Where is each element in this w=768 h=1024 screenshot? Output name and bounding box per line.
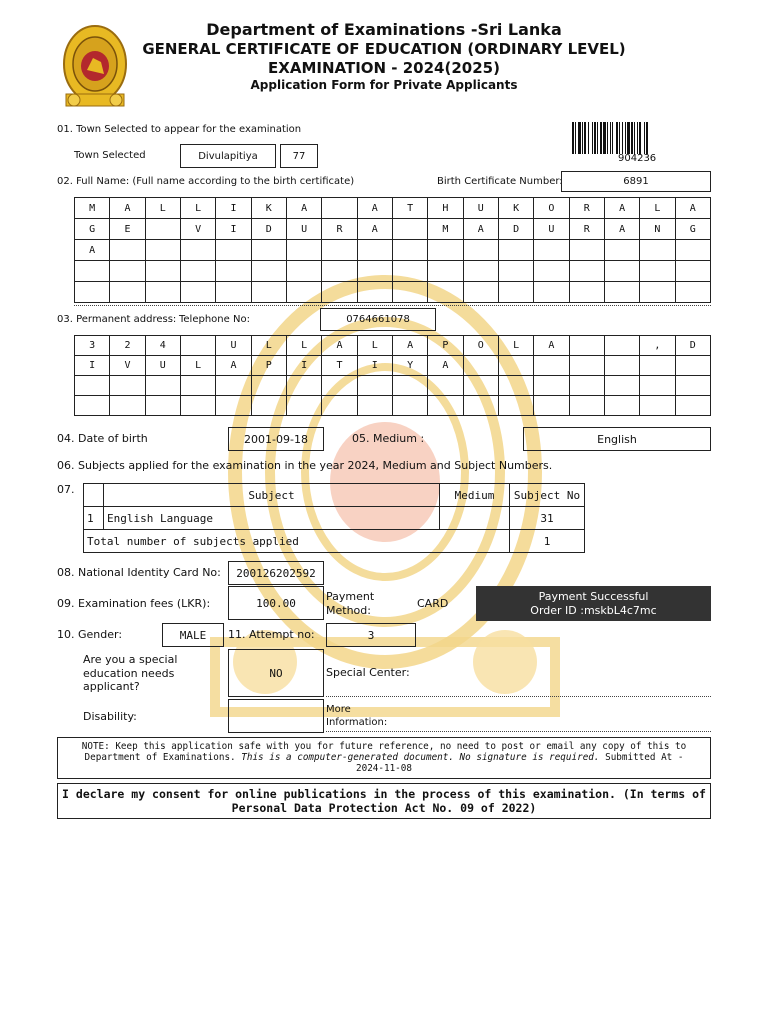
grid-cell: L <box>498 336 533 356</box>
grid-cell: , <box>640 336 675 356</box>
barcode-bar <box>616 122 618 154</box>
grid-cell <box>498 356 533 376</box>
grid-cell <box>110 282 145 303</box>
payment-method-value: CARD <box>417 597 449 610</box>
total-label: Total number of subjects applied <box>84 530 510 553</box>
grid-cell: D <box>498 219 533 240</box>
grid-cell <box>604 396 639 416</box>
grid-cell <box>180 261 215 282</box>
special-needs-field: NO <box>228 649 324 697</box>
barcode <box>572 122 700 154</box>
grid-cell <box>75 396 110 416</box>
fullname-grid <box>74 197 711 303</box>
grid-cell: P <box>428 336 463 356</box>
grid-cell <box>534 376 569 396</box>
divider <box>74 305 711 306</box>
grid-cell <box>357 376 392 396</box>
grid-row <box>75 356 711 376</box>
barcode-bar <box>639 122 641 154</box>
grid-cell: T <box>392 198 427 219</box>
grid-cell: L <box>251 336 286 356</box>
grid-cell <box>286 261 321 282</box>
grid-cell <box>498 240 533 261</box>
medium-field: English <box>523 427 711 451</box>
consent-line-2: Personal Data Protection Act No. 09 of 2022) <box>231 801 537 815</box>
subject-name: English Language <box>104 507 440 530</box>
special-needs-question-1: Are you a special <box>83 653 178 666</box>
grid-cell <box>392 396 427 416</box>
grid-cell: O <box>463 336 498 356</box>
subjects-instruction: 06. Subjects applied for the examination in the year 2024, Medium and Subject Numbers. <box>57 459 553 472</box>
grid-cell: M <box>75 198 110 219</box>
grid-cell <box>675 261 710 282</box>
grid-cell: K <box>251 198 286 219</box>
subjects-header-row <box>84 484 585 507</box>
grid-cell <box>392 219 427 240</box>
barcode-bar <box>607 122 608 154</box>
grid-cell <box>322 261 357 282</box>
grid-cell: A <box>428 356 463 376</box>
birth-cert-field: 6891 <box>561 171 711 192</box>
grid-cell <box>463 282 498 303</box>
grid-cell: A <box>357 219 392 240</box>
grid-cell <box>604 336 639 356</box>
special-needs-question-3: applicant? <box>83 680 140 693</box>
barcode-bar <box>622 122 623 154</box>
total-value: 1 <box>510 530 585 553</box>
order-id-text: Order ID :mskbL4c7mc <box>530 604 657 617</box>
grid-cell <box>675 282 710 303</box>
grid-cell: G <box>75 219 110 240</box>
grid-cell: A <box>392 336 427 356</box>
grid-cell <box>604 376 639 396</box>
special-center-label: Special Center: <box>326 666 410 679</box>
grid-cell: 4 <box>145 336 180 356</box>
phone-label: Telephone No: <box>179 314 250 325</box>
grid-cell <box>604 282 639 303</box>
barcode-bar <box>619 122 620 154</box>
gender-field: MALE <box>162 623 224 647</box>
grid-cell <box>534 282 569 303</box>
grid-cell <box>180 376 215 396</box>
barcode-bar <box>646 122 648 154</box>
grid-cell: E <box>110 219 145 240</box>
barcode-bar <box>625 122 626 154</box>
town-selected-label: Town Selected <box>74 150 146 161</box>
grid-cell <box>75 261 110 282</box>
number-column-header: Subject No <box>510 484 585 507</box>
grid-cell: I <box>75 356 110 376</box>
grid-cell <box>180 336 215 356</box>
grid-cell: U <box>216 336 251 356</box>
grid-cell <box>640 396 675 416</box>
barcode-bar <box>603 122 606 154</box>
grid-cell <box>286 396 321 416</box>
grid-cell <box>569 240 604 261</box>
grid-cell: U <box>145 356 180 376</box>
grid-cell: A <box>286 198 321 219</box>
grid-cell <box>675 356 710 376</box>
grid-cell <box>428 240 463 261</box>
grid-cell <box>640 356 675 376</box>
grid-cell: A <box>534 336 569 356</box>
grid-cell: L <box>145 198 180 219</box>
nic-field: 200126202592 <box>228 561 324 585</box>
grid-cell: L <box>640 198 675 219</box>
medium-column-header: Medium <box>440 484 510 507</box>
grid-cell: 3 <box>75 336 110 356</box>
grid-cell: N <box>640 219 675 240</box>
grid-cell: A <box>604 198 639 219</box>
grid-cell: I <box>216 219 251 240</box>
address-label: 03. Permanent address: <box>57 314 177 325</box>
header-subtitle: GENERAL CERTIFICATE OF EDUCATION (ORDINARY LEVEL) <box>142 40 626 58</box>
grid-cell <box>251 396 286 416</box>
grid-cell <box>322 282 357 303</box>
grid-cell <box>428 261 463 282</box>
grid-cell <box>286 240 321 261</box>
grid-cell: R <box>569 219 604 240</box>
grid-cell <box>216 240 251 261</box>
special-needs-question-2: education needs <box>83 667 175 680</box>
consent-box <box>57 783 711 819</box>
grid-cell: V <box>110 356 145 376</box>
grid-cell: U <box>286 219 321 240</box>
payment-method-label-1: Payment <box>326 590 375 603</box>
town-section-label: 01. Town Selected to appear for the examination <box>57 124 302 135</box>
subject-index: 1 <box>84 507 104 530</box>
grid-cell: A <box>75 240 110 261</box>
disability-field <box>228 699 324 733</box>
grid-cell <box>498 261 533 282</box>
grid-row <box>75 219 711 240</box>
barcode-bar <box>610 122 611 154</box>
grid-cell <box>322 198 357 219</box>
grid-cell <box>640 282 675 303</box>
grid-cell <box>251 261 286 282</box>
grid-cell: T <box>322 356 357 376</box>
grid-cell: U <box>463 198 498 219</box>
grid-cell <box>145 261 180 282</box>
grid-cell <box>145 376 180 396</box>
grid-cell <box>534 396 569 416</box>
grid-cell <box>357 240 392 261</box>
barcode-bar <box>578 122 581 154</box>
grid-cell: 2 <box>110 336 145 356</box>
payment-status-badge <box>476 586 711 621</box>
grid-cell <box>110 376 145 396</box>
subject-number: 31 <box>510 507 585 530</box>
grid-cell <box>286 376 321 396</box>
grid-cell <box>640 240 675 261</box>
barcode-bar <box>582 122 583 154</box>
grid-cell <box>392 261 427 282</box>
grid-cell <box>180 282 215 303</box>
barcode-bar <box>592 122 593 154</box>
grid-cell <box>569 282 604 303</box>
grid-cell <box>180 396 215 416</box>
grid-cell <box>463 240 498 261</box>
dob-field: 2001-09-18 <box>228 427 324 451</box>
barcode-bar <box>594 122 596 154</box>
nic-label: 08. National Identity Card No: <box>57 566 221 579</box>
barcode-bar <box>627 122 630 154</box>
barcode-number: 904236 <box>618 153 657 164</box>
barcode-bar <box>600 122 602 154</box>
grid-cell <box>251 376 286 396</box>
table-row <box>84 507 585 530</box>
grid-cell: K <box>498 198 533 219</box>
grid-cell <box>463 396 498 416</box>
grid-cell: A <box>216 356 251 376</box>
note-line-1: NOTE: Keep this application safe with you for future reference, no need to post or email any copy of this to <box>81 741 687 752</box>
fees-field: 100.00 <box>228 586 324 620</box>
note-submitted-label: Submitted At - <box>599 752 684 763</box>
medium-label: 05. Medium : <box>352 432 425 445</box>
town-code-field: 77 <box>280 144 318 168</box>
disability-label: Disability: <box>83 710 137 723</box>
phone-field: 0764661078 <box>320 308 436 331</box>
grid-cell <box>110 396 145 416</box>
grid-cell: I <box>357 356 392 376</box>
note-line-2 <box>58 752 710 763</box>
grid-cell <box>569 396 604 416</box>
grid-cell <box>180 240 215 261</box>
barcode-bar <box>644 122 645 154</box>
header-form-name: Application Form for Private Applicants <box>250 78 518 92</box>
attempt-label: 11. Attempt no: <box>228 628 315 641</box>
grid-cell <box>534 240 569 261</box>
note-submitted-date: 2024-11-08 <box>356 763 412 774</box>
grid-cell <box>675 396 710 416</box>
barcode-bar <box>612 122 613 154</box>
fees-label: 09. Examination fees (LKR): <box>57 597 211 610</box>
grid-cell: D <box>675 336 710 356</box>
grid-cell: R <box>569 198 604 219</box>
header-title: Department of Examinations -Sri Lanka <box>206 20 562 39</box>
grid-cell: V <box>180 219 215 240</box>
grid-row <box>75 396 711 416</box>
grid-cell <box>110 240 145 261</box>
grid-cell: A <box>357 198 392 219</box>
grid-cell <box>428 396 463 416</box>
subjects-section-number: 07. <box>57 483 75 496</box>
address-grid <box>74 335 711 416</box>
grid-cell <box>569 261 604 282</box>
grid-cell <box>569 336 604 356</box>
grid-cell: L <box>180 198 215 219</box>
grid-cell: A <box>675 198 710 219</box>
grid-cell <box>322 240 357 261</box>
grid-row <box>75 240 711 261</box>
barcode-bar <box>634 122 635 154</box>
more-info-label-2: Information: <box>326 717 388 728</box>
grid-cell <box>604 356 639 376</box>
grid-cell <box>534 261 569 282</box>
subject-medium <box>440 507 510 530</box>
birth-cert-label: Birth Certificate Number: <box>437 176 563 187</box>
grid-cell <box>392 376 427 396</box>
grid-cell: R <box>322 219 357 240</box>
grid-cell: I <box>216 198 251 219</box>
grid-cell <box>216 376 251 396</box>
grid-cell: Y <box>392 356 427 376</box>
grid-row <box>75 282 711 303</box>
grid-cell <box>428 282 463 303</box>
grid-cell: L <box>180 356 215 376</box>
grid-cell <box>322 376 357 396</box>
subject-column-header: Subject <box>104 484 440 507</box>
grid-cell: I <box>286 356 321 376</box>
grid-cell <box>534 356 569 376</box>
grid-cell: D <box>251 219 286 240</box>
barcode-bar <box>631 122 633 154</box>
grid-cell <box>145 240 180 261</box>
grid-cell: H <box>428 198 463 219</box>
grid-cell <box>145 219 180 240</box>
grid-cell <box>357 282 392 303</box>
barcode-bar <box>597 122 598 154</box>
grid-cell <box>569 356 604 376</box>
grid-cell: P <box>251 356 286 376</box>
grid-cell <box>604 261 639 282</box>
header-exam: EXAMINATION - 2024(2025) <box>268 59 500 77</box>
note-box <box>57 737 711 779</box>
grid-cell <box>216 396 251 416</box>
grid-cell <box>498 396 533 416</box>
barcode-bar <box>584 122 586 154</box>
special-center-line <box>326 696 711 697</box>
grid-cell: A <box>322 336 357 356</box>
grid-cell: L <box>286 336 321 356</box>
grid-cell <box>640 261 675 282</box>
grid-row <box>75 261 711 282</box>
grid-cell <box>498 376 533 396</box>
more-info-label-1: More <box>326 704 351 715</box>
grid-cell: G <box>675 219 710 240</box>
grid-cell <box>75 282 110 303</box>
grid-cell <box>675 240 710 261</box>
grid-cell: U <box>534 219 569 240</box>
grid-cell: A <box>604 219 639 240</box>
grid-cell <box>463 376 498 396</box>
grid-cell <box>392 240 427 261</box>
grid-cell <box>251 240 286 261</box>
grid-cell <box>463 261 498 282</box>
grid-cell: A <box>110 198 145 219</box>
grid-cell <box>569 376 604 396</box>
grid-cell <box>498 282 533 303</box>
grid-cell <box>357 261 392 282</box>
note-text: Department of Examinations. <box>84 752 242 763</box>
payment-status-text: Payment Successful <box>538 590 649 603</box>
barcode-bar <box>637 122 638 154</box>
grid-cell <box>216 282 251 303</box>
grid-cell <box>640 376 675 396</box>
note-italic-text: This is a computer-generated document. No signature is required. <box>241 752 600 763</box>
more-info-line <box>326 731 711 732</box>
grid-cell <box>428 376 463 396</box>
dob-label: 04. Date of birth <box>57 432 148 445</box>
fullname-label: 02. Full Name: (Full name according to the birth certificate) <box>57 176 355 187</box>
grid-row <box>75 376 711 396</box>
payment-method-label-2: Method: <box>326 604 371 617</box>
grid-cell <box>463 356 498 376</box>
attempt-field: 3 <box>326 623 416 647</box>
grid-cell <box>357 396 392 416</box>
grid-cell <box>110 261 145 282</box>
grid-cell <box>392 282 427 303</box>
grid-cell <box>216 261 251 282</box>
grid-cell: L <box>357 336 392 356</box>
grid-cell <box>145 282 180 303</box>
subjects-table <box>83 483 585 553</box>
grid-cell <box>145 396 180 416</box>
total-row <box>84 530 585 553</box>
grid-row <box>75 336 711 356</box>
grid-cell: O <box>534 198 569 219</box>
grid-row <box>75 198 711 219</box>
grid-cell <box>286 282 321 303</box>
barcode-bar <box>575 122 576 154</box>
town-name-field: Divulapitiya <box>180 144 276 168</box>
grid-cell: A <box>463 219 498 240</box>
gender-label: 10. Gender: <box>57 628 123 641</box>
grid-cell <box>675 376 710 396</box>
grid-cell <box>251 282 286 303</box>
barcode-bar <box>572 122 574 154</box>
grid-cell: M <box>428 219 463 240</box>
grid-cell <box>322 396 357 416</box>
consent-line-1: I declare my consent for online publications in the process of this examination. (In terms of <box>62 787 706 801</box>
barcode-bar <box>588 122 589 154</box>
grid-cell <box>75 376 110 396</box>
grid-cell <box>604 240 639 261</box>
